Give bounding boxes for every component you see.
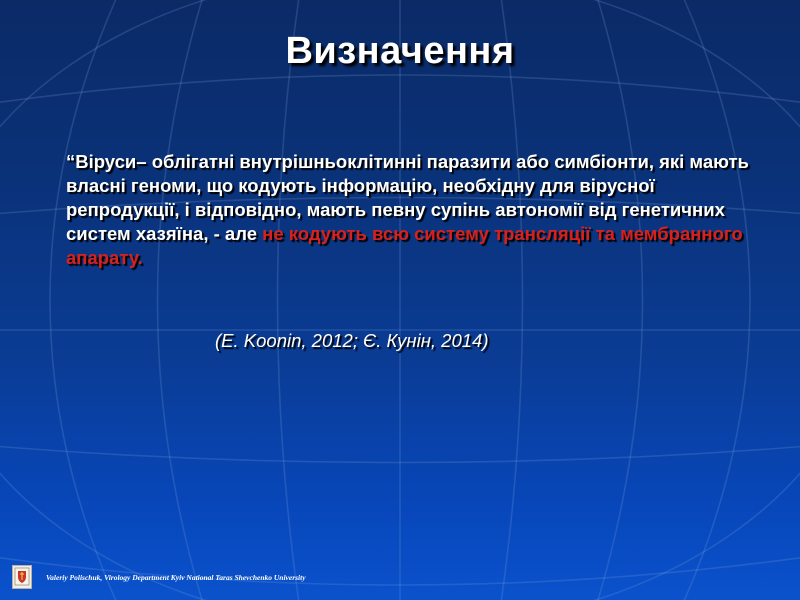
footer xyxy=(12,564,306,590)
definition-main-text: “Віруси– облігатні внутрішньоклітинні паразити або симбіонти, які мають власні геноми, що кодують інформацію, необхідну для вірусної репродукції, і відповідно, мають певну супінь автономії від генетичних систем хазяїна, - але xyxy=(66,151,749,244)
university-crest-icon xyxy=(12,565,32,589)
definition-highlight-text: не кодують всю систему трансляції та мембранного апарату. xyxy=(66,223,743,268)
citation: (E. Koonin, 2012; Є. Кунін, 2014) xyxy=(215,330,489,351)
slide-title: Визначення xyxy=(285,30,515,72)
footer-credit: Valeriy Polischuk, Virology Department Kyiv National Taras Shevchenko University xyxy=(46,572,306,582)
definition-paragraph xyxy=(66,150,771,270)
